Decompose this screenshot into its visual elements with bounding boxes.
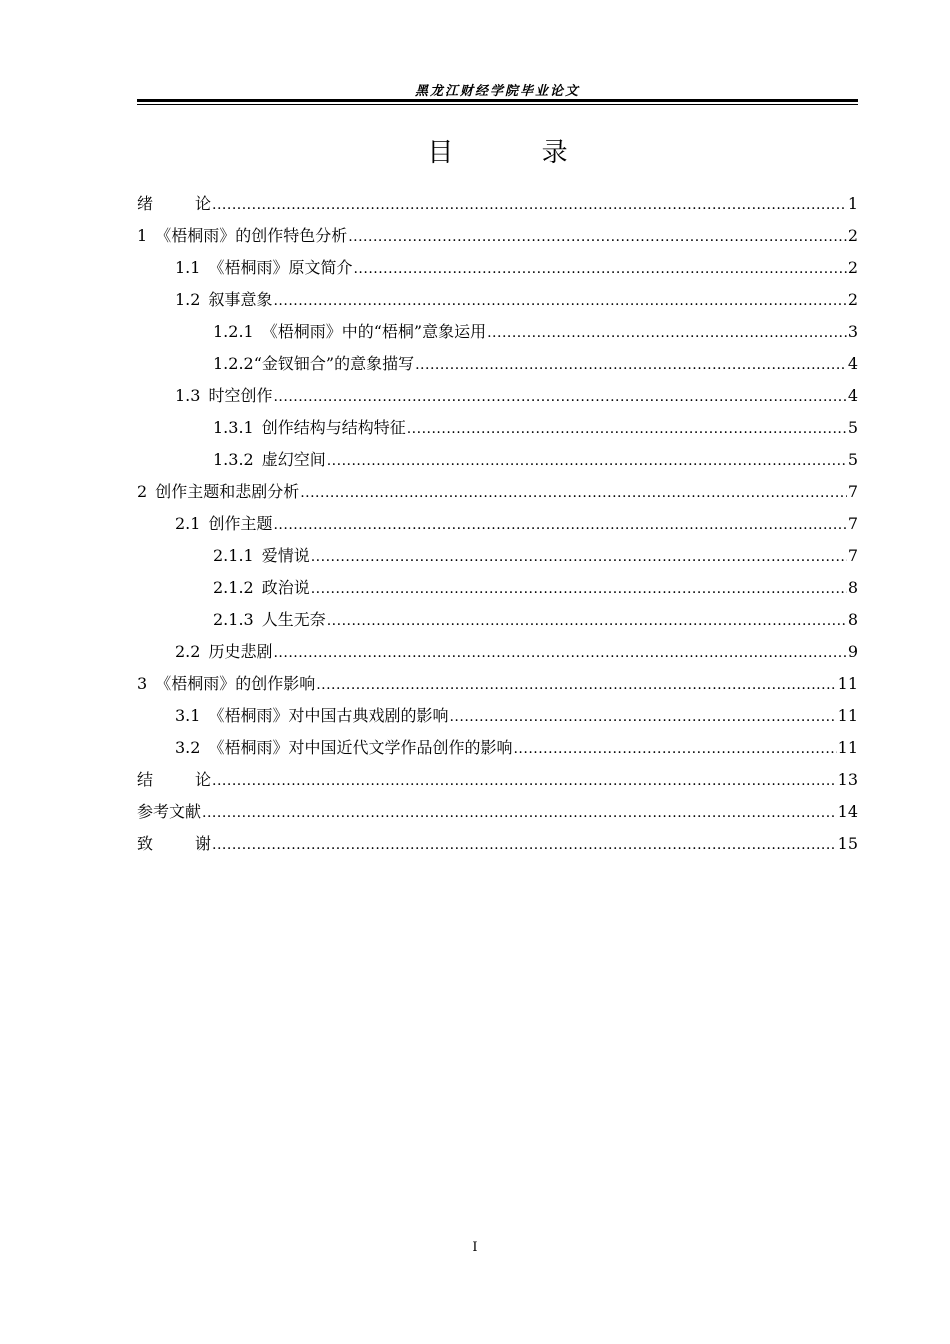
toc-entry[interactable] bbox=[137, 412, 858, 444]
toc-entry-page: 14 bbox=[837, 802, 858, 821]
toc-entry-number: 1.2.2 bbox=[213, 354, 254, 373]
toc-entry-label: 创作结构与结构特征 bbox=[261, 418, 406, 437]
toc-entry-page: 13 bbox=[837, 770, 858, 789]
toc-entry[interactable] bbox=[137, 764, 858, 796]
toc-entry-page: 4 bbox=[847, 386, 858, 405]
toc-leader-dots bbox=[212, 829, 837, 861]
toc-entry-page: 2 bbox=[847, 226, 858, 245]
toc-entry-number: 1.1 bbox=[175, 258, 201, 277]
toc-entry[interactable] bbox=[137, 604, 858, 636]
toc-leader-dots bbox=[316, 669, 836, 701]
toc-entry-label: 创作主题和悲剧分析 bbox=[155, 482, 300, 501]
toc-entry-page: 8 bbox=[847, 610, 858, 629]
header-rule-thin bbox=[137, 104, 858, 105]
toc-entry-page: 11 bbox=[837, 738, 858, 757]
toc-entry-page: 11 bbox=[837, 674, 858, 693]
toc-entry-number: 2.1 bbox=[175, 514, 201, 533]
toc-entry-number: 2.1.2 bbox=[213, 578, 254, 597]
toc-leader-dots bbox=[273, 381, 846, 413]
table-of-contents bbox=[137, 188, 858, 860]
toc-entry-label: 叙事意象 bbox=[208, 290, 273, 309]
toc-entry-number: 3 bbox=[137, 674, 148, 693]
toc-entry-page: 5 bbox=[847, 450, 858, 469]
toc-entry[interactable] bbox=[137, 540, 858, 572]
toc-entry[interactable] bbox=[137, 668, 858, 700]
toc-entry-number: 3.1 bbox=[175, 706, 201, 725]
toc-entry-page: 9 bbox=[847, 642, 858, 661]
toc-entry-number: 1.3 bbox=[175, 386, 201, 405]
toc-entry-label: 结论 bbox=[137, 770, 254, 789]
toc-entry[interactable] bbox=[137, 252, 858, 284]
toc-entry[interactable] bbox=[137, 380, 858, 412]
toc-entry-number: 1.2.1 bbox=[213, 322, 254, 341]
toc-leader-dots bbox=[327, 605, 847, 637]
toc-entry-label: 《梧桐雨》对中国近代文学作品创作的影响 bbox=[208, 738, 513, 757]
toc-entry[interactable] bbox=[137, 732, 858, 764]
toc-entry[interactable] bbox=[137, 188, 858, 220]
toc-leader-dots bbox=[273, 509, 846, 541]
toc-leader-dots bbox=[311, 541, 847, 573]
toc-entry-label: 《梧桐雨》的创作特色分析 bbox=[155, 226, 348, 245]
toc-entry-number: 1.3.2 bbox=[213, 450, 254, 469]
toc-entry[interactable] bbox=[137, 572, 858, 604]
toc-leader-dots bbox=[353, 253, 846, 285]
toc-entry[interactable] bbox=[137, 348, 858, 380]
toc-entry-label: 创作主题 bbox=[208, 514, 273, 533]
toc-leader-dots bbox=[300, 477, 847, 509]
toc-leader-dots bbox=[212, 765, 837, 797]
toc-entry-page: 11 bbox=[837, 706, 858, 725]
toc-entry-page: 2 bbox=[847, 258, 858, 277]
toc-leader-dots bbox=[327, 445, 847, 477]
toc-entry-page: 2 bbox=[847, 290, 858, 309]
toc-entry[interactable] bbox=[137, 316, 858, 348]
toc-entry-label: 政治说 bbox=[261, 578, 310, 597]
toc-entry-page: 3 bbox=[847, 322, 858, 341]
toc-entry[interactable] bbox=[137, 636, 858, 668]
toc-entry-number: 2.1.3 bbox=[213, 610, 254, 629]
toc-entry-page: 15 bbox=[837, 834, 858, 853]
page-number: I bbox=[472, 1240, 478, 1255]
toc-entry[interactable] bbox=[137, 444, 858, 476]
toc-leader-dots bbox=[449, 701, 836, 733]
toc-entry[interactable] bbox=[137, 700, 858, 732]
toc-title: 目 录 bbox=[427, 138, 608, 168]
toc-entry-number: 1 bbox=[137, 226, 148, 245]
page-header bbox=[137, 76, 858, 106]
toc-entry-page: 5 bbox=[847, 418, 858, 437]
toc-entry-label: 参考文献 bbox=[137, 802, 202, 821]
toc-entry-page: 7 bbox=[847, 514, 858, 533]
toc-leader-dots bbox=[348, 221, 847, 253]
toc-entry[interactable] bbox=[137, 284, 858, 316]
toc-entry-label: 爱情说 bbox=[261, 546, 310, 565]
toc-entry-label: 《梧桐雨》原文简介 bbox=[208, 258, 353, 277]
toc-entry-number: 2.1.1 bbox=[213, 546, 254, 565]
toc-leader-dots bbox=[273, 285, 846, 317]
toc-leader-dots bbox=[513, 733, 836, 765]
header-rule-thick bbox=[137, 99, 858, 102]
toc-entry-page: 7 bbox=[847, 482, 858, 501]
toc-entry[interactable] bbox=[137, 476, 858, 508]
header-title: 黑龙江财经学院毕业论文 bbox=[414, 84, 580, 99]
toc-entry-label: 《梧桐雨》对中国古典戏剧的影响 bbox=[208, 706, 449, 725]
toc-leader-dots bbox=[487, 317, 847, 349]
toc-entry-label: 绪论 bbox=[137, 194, 254, 213]
toc-entry-page: 1 bbox=[847, 194, 858, 213]
toc-entry-label: “金钗钿合”的意象描写 bbox=[253, 354, 415, 373]
toc-leader-dots bbox=[202, 797, 837, 829]
toc-entry-number: 1.2 bbox=[175, 290, 201, 309]
toc-leader-dots bbox=[407, 413, 847, 445]
toc-entry-label: 人生无奈 bbox=[261, 610, 326, 629]
toc-entry-number: 2.2 bbox=[175, 642, 201, 661]
toc-entry-page: 8 bbox=[847, 578, 858, 597]
toc-leader-dots bbox=[273, 637, 846, 669]
toc-entry[interactable] bbox=[137, 220, 858, 252]
toc-entry-label: 《梧桐雨》的创作影响 bbox=[155, 674, 316, 693]
toc-entry[interactable] bbox=[137, 828, 858, 860]
toc-leader-dots bbox=[311, 573, 847, 605]
toc-leader-dots bbox=[415, 349, 847, 381]
toc-entry-label: 致谢 bbox=[137, 834, 254, 853]
toc-entry-label: 虚幻空间 bbox=[261, 450, 326, 469]
toc-entry-number: 2 bbox=[137, 482, 148, 501]
toc-leader-dots bbox=[212, 189, 847, 221]
toc-entry-label: 时空创作 bbox=[208, 386, 273, 405]
toc-entry-label: 《梧桐雨》中的“梧桐”意象运用 bbox=[261, 322, 487, 341]
toc-entry-page: 7 bbox=[847, 546, 858, 565]
toc-entry-label: 历史悲剧 bbox=[208, 642, 273, 661]
toc-entry-number: 3.2 bbox=[175, 738, 201, 757]
toc-entry-number: 1.3.1 bbox=[213, 418, 254, 437]
toc-entry-page: 4 bbox=[847, 354, 858, 373]
toc-entry[interactable] bbox=[137, 796, 858, 828]
toc-entry[interactable] bbox=[137, 508, 858, 540]
